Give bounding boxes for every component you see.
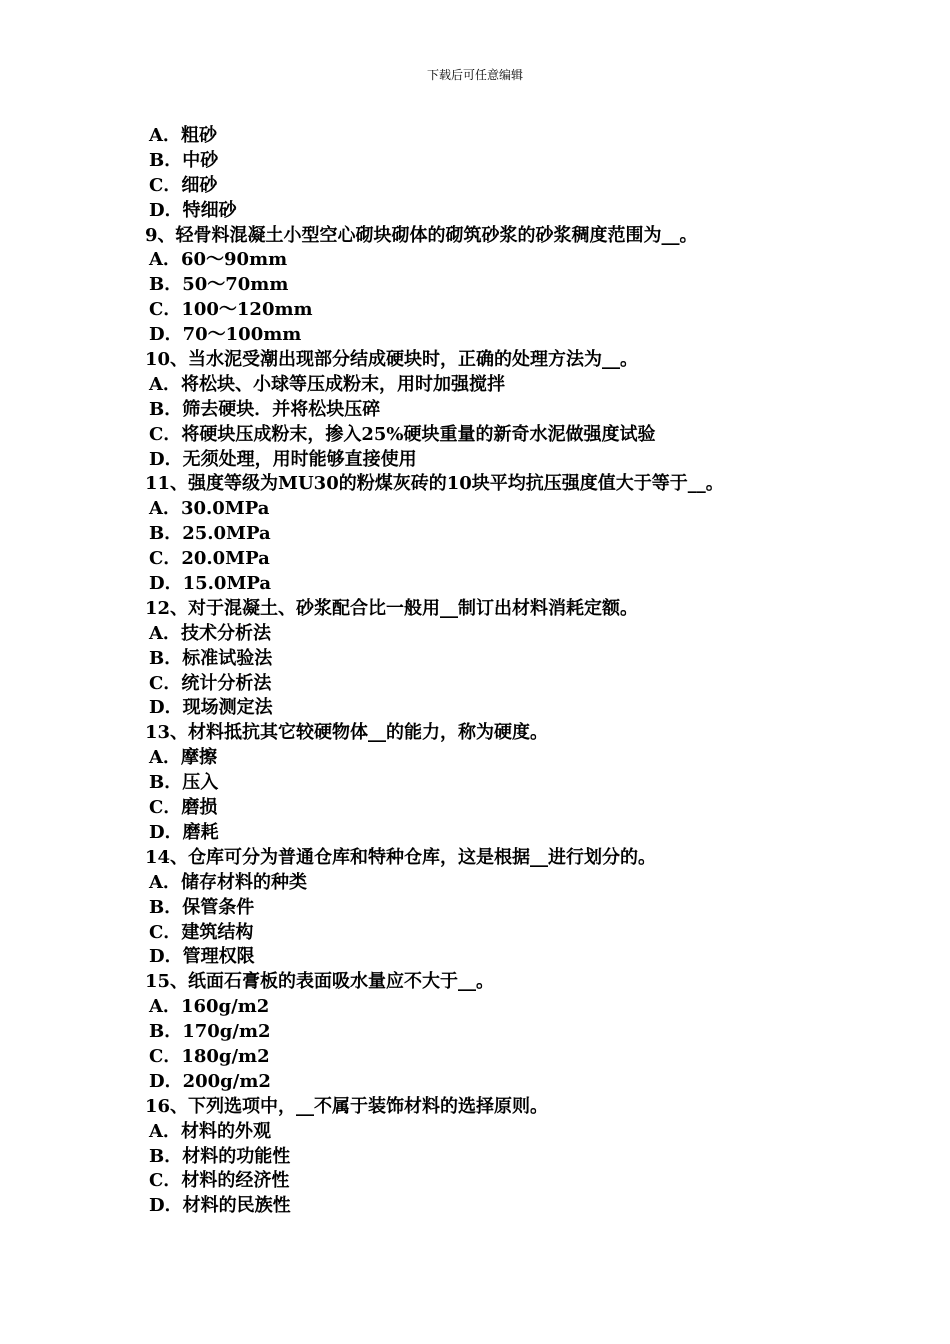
answer-option: D．管理权限 (149, 946, 255, 968)
question-text: 10、当水泥受潮出现部分结成硬块时，正确的处理方法为__。 (145, 349, 639, 371)
question-text: 12、对于混凝土、砂浆配合比一般用__制订出材料消耗定额。 (145, 597, 639, 619)
answer-option: D．15.0MPa (149, 573, 272, 595)
answer-option: B．170g/m2 (149, 1021, 271, 1043)
answer-option: C．建筑结构 (149, 921, 254, 943)
answer-option: D．磨耗 (149, 821, 219, 843)
question-text: 9、轻骨料混凝土小型空心砌块砌体的砌筑砂浆的砂浆稠度范围为__。 (145, 224, 698, 246)
answer-option: A．30.0MPa (149, 498, 270, 520)
answer-option: C．材料的经济性 (149, 1170, 290, 1192)
answer-option: D．70～100mm (149, 324, 302, 346)
answer-option: D．无须处理，用时能够直接使用 (149, 448, 417, 470)
answer-option: C．磨损 (149, 797, 218, 819)
answer-option: B．中砂 (149, 149, 219, 171)
answer-option: C．细砂 (149, 174, 218, 196)
answer-option: B．筛去硬块．并将松块压碎 (149, 398, 381, 420)
answer-option: A．储存材料的种类 (149, 871, 307, 893)
answer-option: D．材料的民族性 (149, 1195, 291, 1217)
answer-option: C．20.0MPa (149, 548, 270, 570)
answer-option: A．将松块、小球等压成粉末，用时加强搅拌 (149, 373, 505, 395)
question-text: 14、仓库可分为普通仓库和特种仓库，这是根据__进行划分的。 (145, 846, 657, 868)
answer-option: C．100～120mm (149, 299, 313, 321)
answer-option: B．50～70mm (149, 274, 289, 296)
question-text: 11、强度等级为MU30的粉煤灰砖的10块平均抗压强度值大于等于__。 (145, 473, 724, 495)
answer-option: A．材料的外观 (149, 1120, 271, 1142)
answer-option: B．压入 (149, 772, 219, 794)
question-text: 16、下列选项中，__不属于装饰材料的选择原则。 (145, 1095, 549, 1117)
answer-option: B．保管条件 (149, 896, 255, 918)
answer-option: C．180g/m2 (149, 1045, 270, 1067)
answer-option: C．将硬块压成粉末，掺入25%硬块重量的新奇水泥做强度试验 (149, 423, 656, 445)
answer-option: A．技术分析法 (149, 622, 271, 644)
answer-option: A．60～90mm (149, 249, 288, 271)
answer-option: A．摩擦 (149, 747, 217, 769)
answer-option: A．160g/m2 (149, 996, 270, 1018)
answer-option: D．200g/m2 (149, 1070, 271, 1092)
answer-option: A．粗砂 (149, 125, 217, 146)
answer-option: D．现场测定法 (149, 697, 273, 719)
question-text: 13、材料抵抗其它较硬物体__的能力，称为硬度。 (145, 722, 549, 744)
answer-option: B．材料的功能性 (149, 1145, 291, 1167)
answer-option: B．25.0MPa (149, 523, 271, 545)
question-text: 15、纸面石膏板的表面吸水量应不大于__。 (145, 971, 495, 993)
page-header: 下载后可任意编辑 (426, 68, 523, 82)
answer-option: B．标准试验法 (149, 647, 273, 669)
answer-option: C．统计分析法 (149, 672, 272, 694)
document-body (145, 124, 925, 1219)
answer-option: D．特细砂 (149, 199, 237, 221)
